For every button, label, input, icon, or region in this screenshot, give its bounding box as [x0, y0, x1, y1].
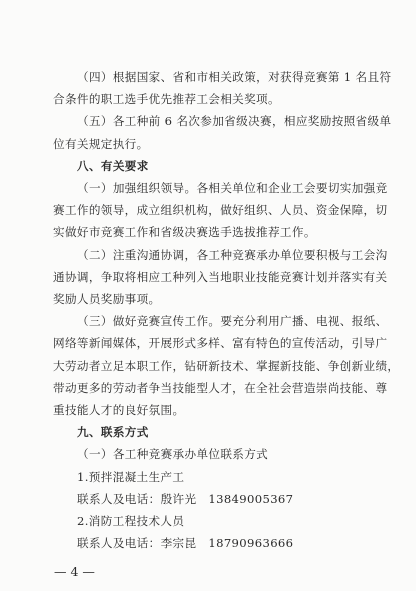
req-2-line-1: （二）注重沟通协调，各工种竞赛承办单位要积极与工会沟 — [77, 247, 388, 262]
req-3-line-4: 带动更多的劳动者争当技能型人才，在全社会营造崇尚技能、尊 — [53, 380, 388, 395]
req-3-line-5: 重技能人才的良好氛围。 — [53, 403, 185, 417]
contact-subheading: （一）各工种竞赛承办单位联系方式 — [77, 447, 269, 462]
page-number: — 4 — — [54, 564, 95, 580]
para-5-line-1: （五）各工种前 6 名次参加省级决赛，相应奖励按照省级单 — [77, 114, 392, 129]
para-4-line-1: （四）根据国家、省和市相关政策，对获得竞赛第 1 名且符 — [77, 70, 392, 84]
section-heading-contact: 九、联系方式 — [77, 425, 149, 440]
req-3-line-2: 网络等新闻媒体，开展形式多样、富有特色的宣传活动，引导广 — [53, 336, 388, 351]
contact-item-2-title: 2.消防工程技术人员 — [77, 514, 185, 528]
req-2-line-3: 奖励人员奖励事项。 — [53, 292, 161, 306]
contact-item-2-person: 联系人及电话：李宗昆 18790963666 — [77, 536, 294, 551]
req-2-line-2: 通协调，争取将相应工种列入当地职业技能竞赛计划并落实有关 — [53, 269, 388, 284]
contact-item-1-person: 联系人及电话：殷许光 13849005367 — [77, 491, 294, 506]
req-1-line-3: 实做好市竞赛工作和省级决赛选手选拔推荐工作。 — [53, 225, 316, 240]
para-5-line-2: 位有关规定执行。 — [53, 136, 149, 151]
req-3-line-1: （三）做好竞赛宣传工作。要充分利用广播、电视、报纸、 — [77, 314, 388, 329]
contact-item-1-title: 1.预拌混凝土生产工 — [77, 469, 185, 484]
section-heading-requirements: 八、有关要求 — [77, 158, 149, 173]
req-1-line-2: 赛工作的领导，成立组织机构，做好组织、人员、资金保障，切 — [53, 203, 388, 218]
req-1-line-1: （一）加强组织领导。各相关单位和企业工会要切实加强竞 — [77, 181, 388, 195]
req-3-line-3: 大劳动者立足本职工作，钻研新技术、掌握新技能、争创新业绩， — [53, 358, 400, 373]
para-4-line-2: 合条件的职工选手优先推荐工会相关奖项。 — [53, 92, 280, 107]
